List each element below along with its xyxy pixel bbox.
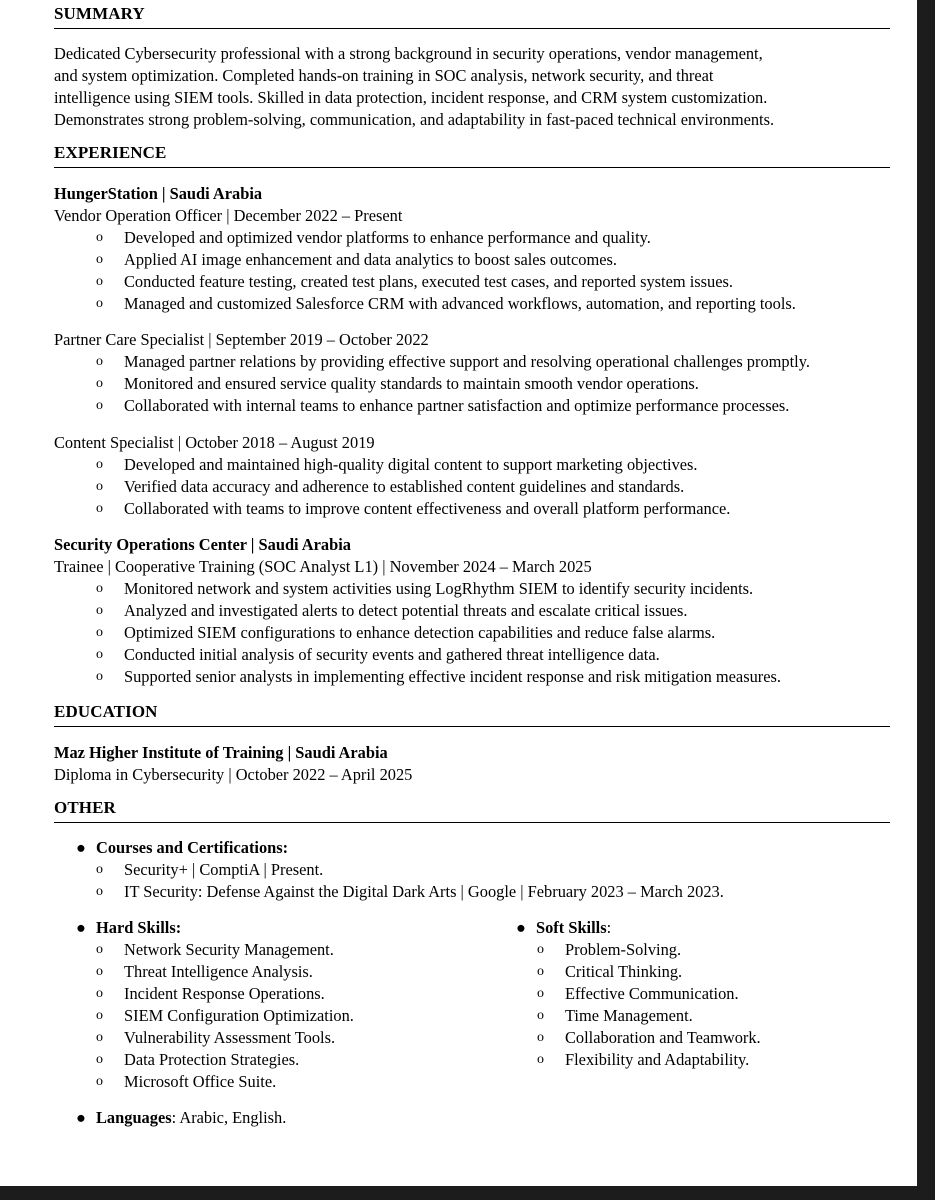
hollow-bullet-icon: o bbox=[96, 603, 103, 618]
job-title: Content Specialist | October 2018 – August 2019 bbox=[54, 433, 375, 452]
summary-line: and system optimization. Completed hands-on training in SOC analysis, network security, and threat bbox=[54, 66, 714, 85]
education-heading: EDUCATION bbox=[54, 702, 890, 727]
job-title: Vendor Operation Officer | December 2022 – Present bbox=[54, 206, 403, 225]
company-heading: Security Operations Center | Saudi Arabia bbox=[54, 535, 351, 554]
hollow-bullet-icon: o bbox=[96, 252, 103, 267]
hollow-bullet-icon: o bbox=[96, 1074, 103, 1089]
hollow-bullet-icon: o bbox=[96, 669, 103, 684]
hollow-bullet-icon: o bbox=[537, 1008, 544, 1023]
hollow-bullet-icon: o bbox=[537, 986, 544, 1001]
resume-page: SUMMARY Dedicated Cybersecurity professional with a strong background in security operations, vendor management, and system optimization. Completed hands-on training in SOC analysis, network security, and threat intelligence using SIEM tools. Skilled in data protection, incident response, and CRM system customization. Demonstrates strong problem-solving, communication, and adaptability in fast-paced technical environments. EXPERIENCE HungerStation | Saudi Arabia Vendor Operation Officer | December 2022 – Present o Developed and optimized vendor platforms to enhance performance and quality. o Applied AI image enhancement and data analytics to boost sales outcomes. o Conducted feature testing, created test plans, executed test cases, and reported system issues. o Managed and customized Salesforce CRM with advanced workflows, automation, and reporting tools. Partner Care Specialist | September 2019 – October 2022 o Managed partner relations by providing effective support and resolving operational challenges promptly. o Monitored and ensured service quality standards to maintain smooth vendor operations. o Collaborated with internal teams to enhance partner satisfaction and optimize performance processes. Content Specialist | October 2018 – August 2019 o Developed and maintained high-quality digital content to support marketing objectives. o Verified data accuracy and adherence to established content guidelines and standards. o Collaborated with teams to improve content effectiveness and overall platform performance. Security Operations Center | Saudi Arabia Trainee | Cooperative Training (SOC Analyst L1) | November 2024 – March 2025 o Monitored network and system activities using LogRhythm SIEM to identify security incidents. o Analyzed and investigated alerts to detect potential threats and escalate critical issues. o Optimized SIEM configurations to enhance detection capabilities and reduce false alarms. o Conducted initial analysis of security events and gathered threat intelligence data. o Supported senior analysts in implementing effective incident response and risk mitigation measures. EDUCATION Maz Higher Institute of Training | Saudi Arabia Diploma in Cybersecurity | October 2022 – April 2025 OTHER ● Courses and Certifications: o Security+ | ComptiA | Present. o IT Security: Defense Against the Digital Dark Arts | Google | February 2023 – March 2023. ● Hard Skills: o Network Security Management. o Threat Intelligence Analysis. o Incident Response Operations. o SIEM Configuration Optimization. o Vulnerability Assessment Tools. o Data Protection Strategies. o Microsoft Office Suite. ● Soft Skills: o Problem-Solving. o Critical Thinking. o Effective Communication. o Time Management. o Collaboration and Teamwork. o Flexibility and Adaptability. ● Languages: Arabic, English. bbox=[0, 0, 917, 1186]
company-heading: HungerStation | Saudi Arabia bbox=[54, 184, 263, 203]
institution-name: Maz Higher Institute of Training | Saudi Arabia bbox=[54, 743, 388, 762]
other-heading: OTHER bbox=[54, 798, 890, 823]
filled-bullet-icon: ● bbox=[76, 918, 86, 937]
hollow-bullet-icon: o bbox=[96, 230, 103, 245]
hollow-bullet-icon: o bbox=[96, 625, 103, 640]
summary-heading: SUMMARY bbox=[54, 4, 890, 29]
hollow-bullet-icon: o bbox=[96, 501, 103, 516]
hollow-bullet-icon: o bbox=[96, 581, 103, 596]
hollow-bullet-icon: o bbox=[537, 1052, 544, 1067]
job-title: Partner Care Specialist | September 2019 – October 2022 bbox=[54, 330, 429, 349]
experience-heading: EXPERIENCE bbox=[54, 143, 890, 168]
hollow-bullet-icon: o bbox=[96, 479, 103, 494]
hollow-bullet-icon: o bbox=[96, 942, 103, 957]
hollow-bullet-icon: o bbox=[96, 296, 103, 311]
hollow-bullet-icon: o bbox=[96, 1008, 103, 1023]
diploma-line: Diploma in Cybersecurity | October 2022 – April 2025 bbox=[54, 765, 413, 784]
hollow-bullet-icon: o bbox=[96, 862, 103, 877]
hollow-bullet-icon: o bbox=[96, 376, 103, 391]
hollow-bullet-icon: o bbox=[96, 1052, 103, 1067]
summary-line: Demonstrates strong problem-solving, communication, and adaptability in fast-paced technical environments. bbox=[54, 110, 775, 129]
summary-line: intelligence using SIEM tools. Skilled in data protection, incident response, and CRM system customization. bbox=[54, 88, 768, 107]
hollow-bullet-icon: o bbox=[96, 457, 103, 472]
hollow-bullet-icon: o bbox=[537, 1030, 544, 1045]
filled-bullet-icon: ● bbox=[76, 1108, 86, 1127]
hollow-bullet-icon: o bbox=[537, 942, 544, 957]
hollow-bullet-icon: o bbox=[96, 1030, 103, 1045]
hollow-bullet-icon: o bbox=[96, 986, 103, 1001]
hollow-bullet-icon: o bbox=[96, 274, 103, 289]
hollow-bullet-icon: o bbox=[96, 354, 103, 369]
hollow-bullet-icon: o bbox=[96, 398, 103, 413]
hollow-bullet-icon: o bbox=[537, 964, 544, 979]
filled-bullet-icon: ● bbox=[76, 838, 86, 857]
filled-bullet-icon: ● bbox=[516, 918, 526, 937]
hollow-bullet-icon: o bbox=[96, 964, 103, 979]
hollow-bullet-icon: o bbox=[96, 647, 103, 662]
hollow-bullet-icon: o bbox=[96, 884, 103, 899]
summary-line: Dedicated Cybersecurity professional with a strong background in security operations, vendor management, bbox=[54, 44, 763, 63]
job-title: Trainee | Cooperative Training (SOC Analyst L1) | November 2024 – March 2025 bbox=[54, 557, 592, 576]
